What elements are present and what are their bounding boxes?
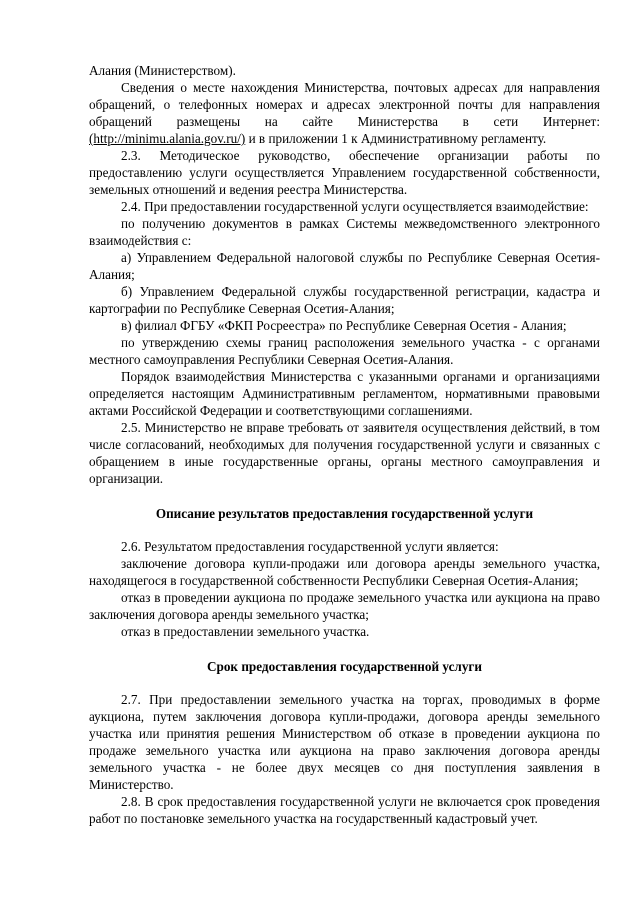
- list-item: б) Управлением Федеральной службы государственной регистрации, кадастра и картографии по Республике Северная Осетия-Алания;: [89, 284, 600, 316]
- paragraph: заключение договора купли-продажи или договора аренды земельного участка, находящегося в государственной собственности Республики Северная Осетия-Алания;: [89, 556, 600, 588]
- paragraph: 2.6. Результатом предоставления государственной услуги является:: [121, 539, 499, 554]
- paragraph: 2.3. Методическое руководство, обеспечение организации работы по предоставлению услуги осуществляется Управлением государственной собственности, земельных отношений и ведения реестра Министерства.: [89, 148, 600, 197]
- paragraph: 2.5. Министерство не вправе требовать от заявителя осуществления действий, в том числе согласований, необходимых для получения государственной услуги и связанных с обращением в иные государственные органы, органы местного самоуправления и организации.: [89, 420, 600, 486]
- paragraph: Алания (Министерством).: [89, 63, 236, 78]
- paragraph-text: Сведения о месте нахождения Министерства, почтовых адресах для направления обращений, о телефонных номерах и адресах электронной почты для направления обращений размещены на сайте Министерства в сети Интернет:: [89, 80, 600, 129]
- paragraph: Порядок взаимодействия Министерства с указанными органами и организациями определяется настоящим Административным регламентом, нормативными правовыми актами Российской Федерации и соответствующими соглашениями.: [89, 369, 600, 418]
- paragraph: 2.7. При предоставлении земельного участка на торгах, проводимых в форме аукциона, путем заключения договора купли-продажи, договора аренды земельного участка или принятия решения Министерством об отказе в проведении аукциона по продаже земельного участка или аукциона на право заключения договора аренды земельного участка - не более двух месяцев со дня поступления заявления в Министерство.: [89, 692, 600, 792]
- spacer: [89, 522, 600, 538]
- paragraph: по получению документов в рамках Системы межведомственного электронного взаимодействия с:: [89, 216, 600, 248]
- paragraph: 2.4. При предоставлении государственной услуги осуществляется взаимодействие:: [121, 199, 589, 214]
- paragraph: отказ в проведении аукциона по продаже земельного участка или аукциона на право заключения договора аренды земельного участка;: [89, 590, 600, 622]
- ministry-website-link[interactable]: (http://minimu.alania.gov.ru/): [89, 131, 246, 146]
- paragraph: 2.8. В срок предоставления государственной услуги не включается срок проведения работ по постановке земельного участка на государственный кадастровый учет.: [89, 794, 600, 826]
- list-item: в) филиал ФГБУ «ФКП Росреестра» по Республике Северная Осетия - Алания;: [121, 318, 567, 333]
- section-heading: Срок предоставления государственной услуги: [206, 659, 483, 674]
- spacer: [89, 675, 600, 691]
- paragraph: отказ в предоставлении земельного участка.: [121, 624, 370, 639]
- paragraph-contacts: [89, 79, 600, 147]
- spacer: [89, 487, 600, 505]
- list-item: а) Управлением Федеральной налоговой службы по Республике Северная Осетия-Алания;: [89, 250, 600, 282]
- section-heading: Описание результатов предоставления государственной услуги: [155, 506, 534, 521]
- spacer: [89, 640, 600, 658]
- paragraph: по утверждению схемы границ расположения земельного участка - с органами местного самоуправления Республики Северная Осетия-Алания.: [89, 335, 600, 367]
- paragraph-text: и в приложении 1 к Административному регламенту.: [245, 131, 547, 146]
